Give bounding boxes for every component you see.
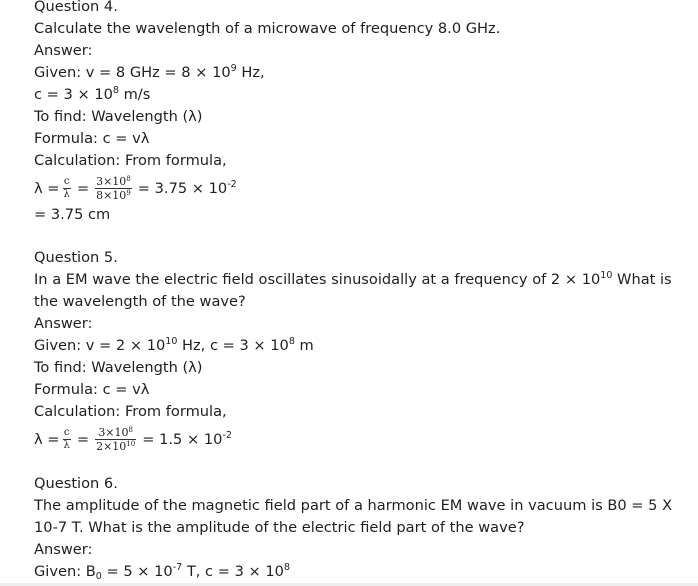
q4-to-find: To find: Wavelength (λ) (34, 108, 203, 125)
q5-text: In a EM wave the electric field oscillates sinusoidally at a frequency of $2 \times 10^{10}$ What is the wavelength of the wave? (34, 270, 672, 310)
q4-title: Question 4. (34, 0, 118, 15)
q5-title: Question 5. (34, 249, 118, 266)
q4-final-answer: = 3.75 cm (34, 206, 111, 223)
q4-fraction-equation: λ = $\frac{c}{\lambda}$ = $\frac{3\times 10^8}{8\times 10^9}$ = $3.75 \times 10^{-2}$ (34, 174, 237, 202)
q5-calculation: Calculation: From formula, (34, 403, 227, 420)
q4-fraction-values: $\frac{3\times 10^8}{8\times 10^9}$ (96, 174, 131, 202)
q4-given: Given: v = 8 GHz = $8 \times 10^9$ Hz, (34, 63, 265, 81)
q5-answer-label: Answer: (34, 315, 93, 332)
q6-answer-label: Answer: (34, 541, 93, 558)
q5-fraction-values: $\frac{3\times 10^8}{2\times 10^{10}}$ (96, 425, 136, 453)
q5-to-find: To find: Wavelength (λ) (34, 359, 203, 376)
q4-formula: Formula: c = vλ (34, 130, 150, 147)
q6-given: Given: $B_0 = 5 \times 10^{-7}$ T, $c = 3 \times 10^8$ (34, 562, 290, 582)
q5-fraction-equation: λ = $\frac{c}{\lambda}$ = $\frac{3\times 10^8}{2\times 10^{10}}$ = $1.5 \times 10^{-2}$ (34, 425, 232, 453)
q4-speed-of-light: $c = 3 \times 10^8$ m/s (34, 85, 151, 103)
q6-title: Question 6. (34, 475, 118, 492)
q6-text: The amplitude of the magnetic field part of a harmonic EM wave in vacuum is B0 = 5 X 10-7 T. What is the amplitude of the electric field part of the wave? (34, 497, 673, 536)
q4-answer-label: Answer: (34, 42, 93, 59)
q4-calculation: Calculation: From formula, (34, 152, 227, 169)
q5-given: Given: $v = 2 \times 10^{10}$ Hz, $c = 3 \times 10^8$ m (34, 336, 314, 354)
q5-fraction-c-over-lambda: $\frac{c}{\lambda}$ (63, 426, 70, 451)
q5-formula: Formula: c = vλ (34, 381, 150, 398)
q4-fraction-c-over-lambda: $\frac{c}{\lambda}$ (63, 175, 70, 200)
q4-text: Calculate the wavelength of a microwave of frequency 8.0 GHz. (34, 20, 501, 37)
solution-content (34, 0, 684, 583)
